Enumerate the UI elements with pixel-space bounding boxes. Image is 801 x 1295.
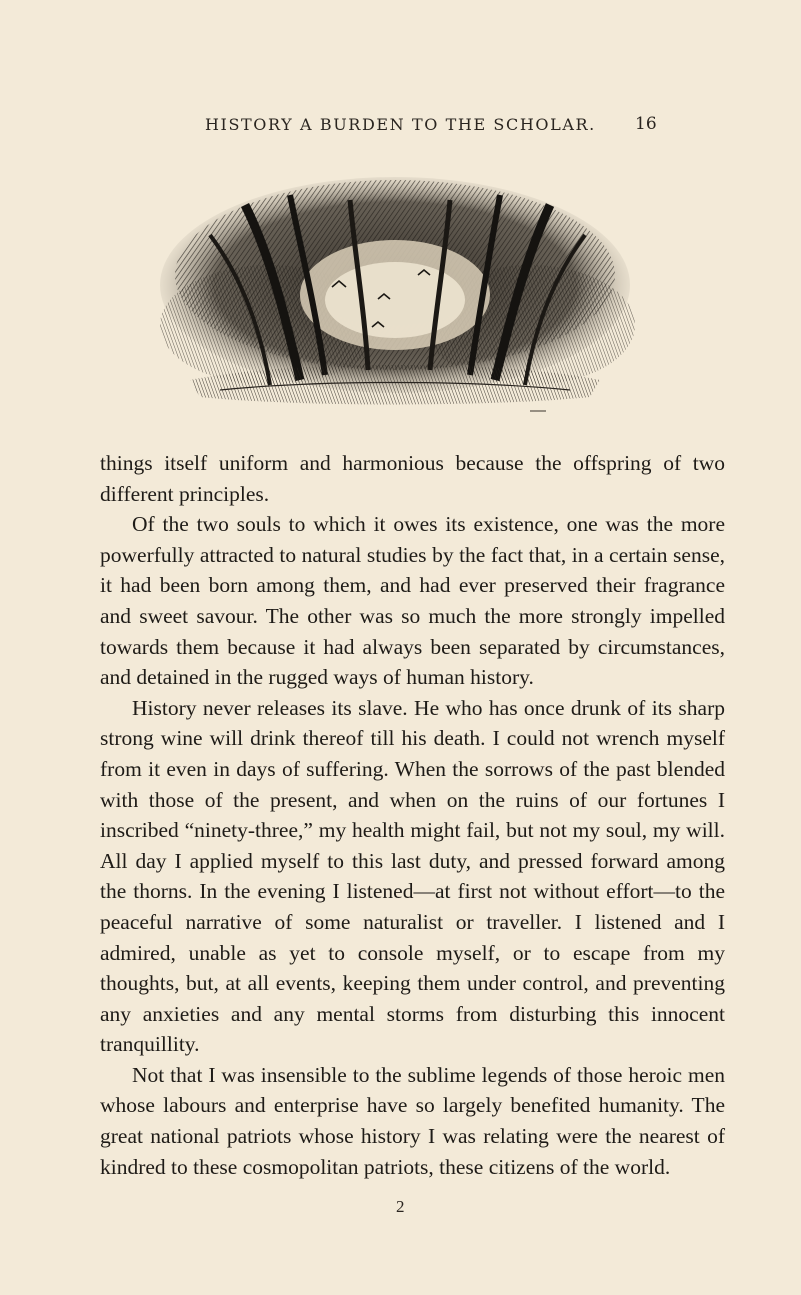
running-head: HISTORY A BURDEN TO THE SCHOLAR. [205, 115, 596, 134]
paragraph: History never releases its slave. He who has once drunk of its sharp strong wine will drink thereof till his death. I could not wrench myself from it even in days of suffering. When the sorrows of the past blended with those of the present, and when on the ruins of our fortunes I inscribed “ninety-three,” my health might fail, but not my soul, my will. All day I applied myself to this last duty, and pressed forward among the thorns. In the evening I listened—at first not without effort—to the peaceful narrative of some naturalist or traveller. I listened and I admired, unable as yet to console myself, or to escape from my thoughts, but, at all events, keeping them under control, and preventing any anxieties and any mental storms from disturbing this innocent tranquillity. [100, 695, 725, 1057]
body-text [100, 448, 725, 1182]
paragraph: Not that I was insensible to the sublime legends of those heroic men whose labours and enterprise have so largely benefited humanity. The great national patriots whose history I was relating were the nearest of kindred to these cosmopolitan patriots, these citizens of the world. [100, 1062, 725, 1179]
page-header [0, 115, 801, 141]
paragraph-continuation: things itself uniform and harmonious because the offspring of two different principles. [100, 451, 725, 506]
woodland-vignette-illustration [150, 175, 640, 415]
page-number: 16 [635, 114, 657, 134]
paragraph: Of the two souls to which it owes its existence, one was the more powerfully attracted to natural studies by the fact that, in a certain sense, it had been born among them, and had ever preserved their fragrance and sweet savour. The other was so much the more strongly impelled towards them because it had always been separated by circumstances, and detained in the rugged ways of human history. [100, 512, 725, 690]
signature-mark: 2 [396, 1197, 405, 1216]
